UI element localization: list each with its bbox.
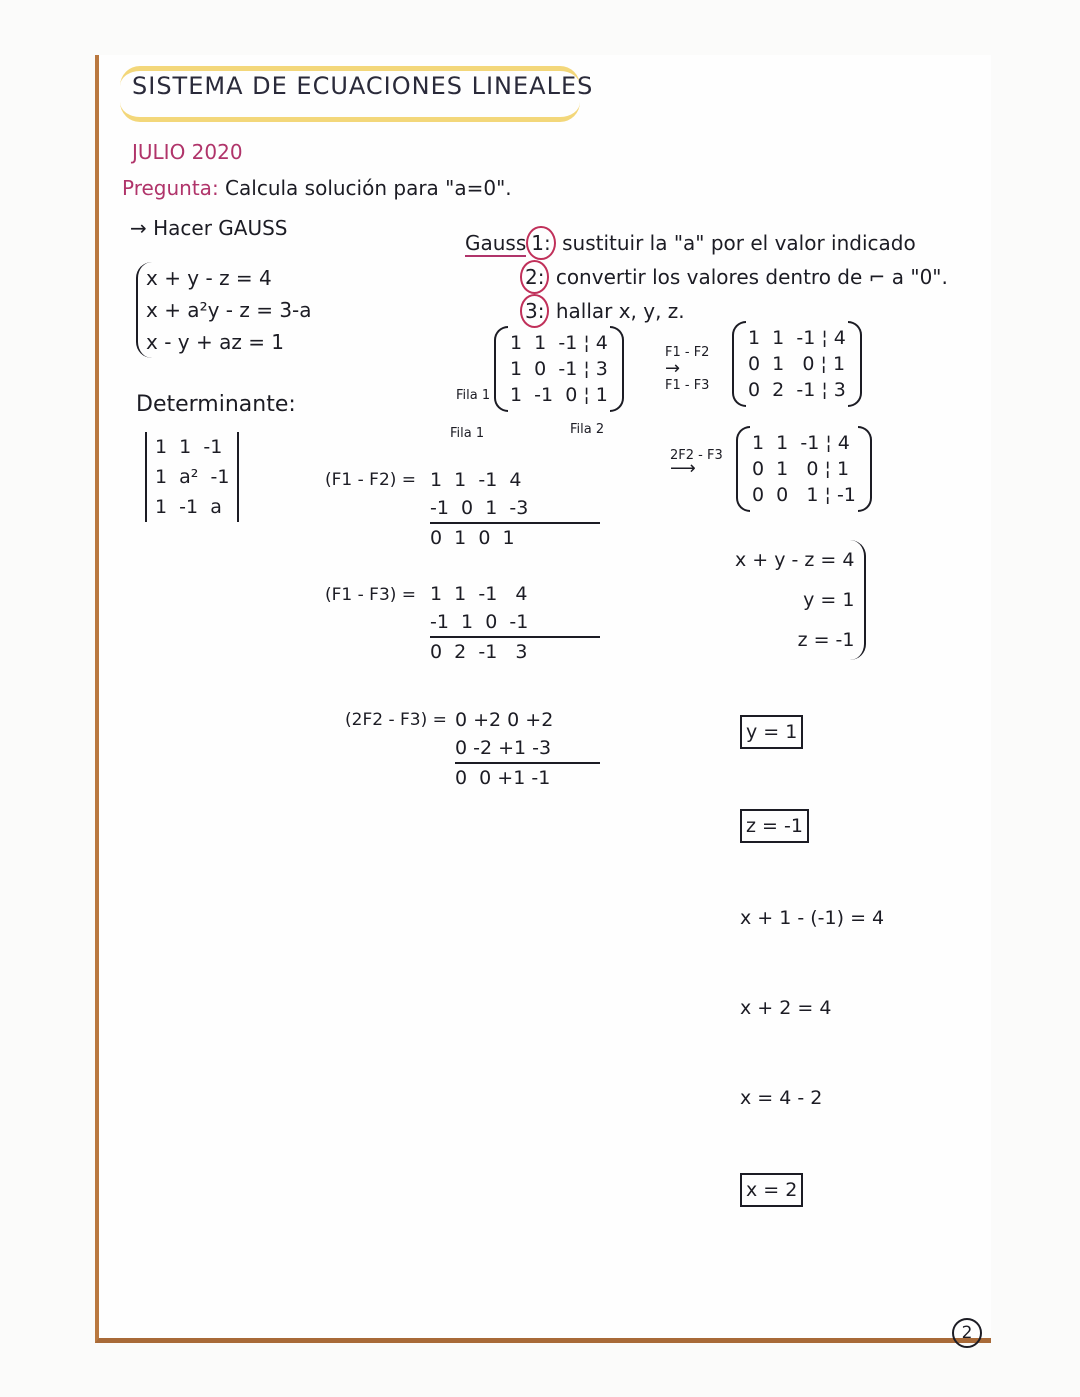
equation-system <box>136 262 312 358</box>
arrow-icon: ⟶ <box>670 458 696 479</box>
question-text: Calcula solución para "a=0". <box>225 176 512 200</box>
calc-result: 0 0 +1 -1 <box>455 762 600 792</box>
calc-row: 0 +2 0 +2 <box>455 709 554 731</box>
calc-block <box>430 580 600 666</box>
calc-label: (F1 - F2) = <box>325 470 417 490</box>
solution-step: x = 4 - 2 <box>740 1087 823 1109</box>
step-number: 1: <box>526 226 555 260</box>
calc-block <box>455 706 600 792</box>
matrix-initial: 1 1 -1 ¦ 4 1 0 -1 ¦ 3 1 -1 0 ¦ 1 <box>510 332 608 406</box>
calc-row: -1 1 0 -1 <box>430 611 529 633</box>
fila-label: Fila 1 <box>456 388 491 403</box>
gauss-label: Gauss <box>465 231 527 255</box>
step-number: 3: <box>520 294 549 328</box>
det-row: 1 a² -1 <box>155 466 230 488</box>
solution-z: z = -1 <box>740 809 809 843</box>
equation: y = 1 <box>803 589 855 611</box>
calc-row: 1 1 -1 4 <box>430 583 528 605</box>
step-number: 2: <box>520 260 549 294</box>
matrix-final: 1 1 -1 ¦ 4 0 1 0 ¦ 1 0 0 1 ¦ -1 <box>752 432 856 506</box>
equation: z = -1 <box>797 629 855 651</box>
equation: x + y - z = 4 <box>735 549 855 571</box>
calc-block <box>430 466 600 552</box>
question <box>122 176 512 200</box>
step-text: hallar x, y, z. <box>555 299 685 323</box>
calc-label: (2F2 - F3) = <box>345 710 447 730</box>
solution-step: x + 1 - (-1) = 4 <box>740 907 885 929</box>
arrow-icon: → <box>665 358 681 379</box>
equation: x - y + az = 1 <box>146 330 285 354</box>
calc-result: 0 1 0 1 <box>430 522 600 552</box>
date: JULIO 2020 <box>132 140 243 164</box>
page-title: SISTEMA DE ECUACIONES LINEALES <box>132 72 594 100</box>
fila-label: Fila 2 <box>570 422 605 437</box>
gauss-steps <box>465 226 948 328</box>
determinant-matrix <box>145 432 239 522</box>
operation-label: 2F2 - F3 <box>670 448 723 463</box>
operation-label: F1 - F3 <box>665 378 710 393</box>
calc-row: -1 0 1 -3 <box>430 497 529 519</box>
step-text: sustituir la "a" por el valor indicado <box>562 231 916 255</box>
question-label: Pregunta: <box>122 176 219 200</box>
calc-row: 0 -2 +1 -3 <box>455 737 552 759</box>
determinant-label: Determinante: <box>136 392 296 417</box>
instruction: → Hacer GAUSS <box>130 216 288 240</box>
det-row: 1 -1 a <box>155 496 222 518</box>
equation: x + a²y - z = 3-a <box>146 298 312 322</box>
page-number: 2 <box>952 1318 982 1348</box>
solution-step: x + 2 = 4 <box>740 997 832 1019</box>
solution-y: y = 1 <box>740 715 803 749</box>
det-row: 1 1 -1 <box>155 436 223 458</box>
calc-row: 1 1 -1 4 <box>430 469 522 491</box>
equation: x + y - z = 4 <box>146 266 272 290</box>
step-text: convertir los valores dentro de ⌐ a "0". <box>555 265 948 289</box>
operation-label: F1 - F2 <box>665 345 710 360</box>
fila-label: Fila 1 <box>450 426 485 441</box>
solution-x: x = 2 <box>740 1173 803 1207</box>
matrix-step2: 1 1 -1 ¦ 4 0 1 0 ¦ 1 0 2 -1 ¦ 3 <box>748 327 846 401</box>
calc-result: 0 2 -1 3 <box>430 636 600 666</box>
final-system <box>735 540 866 660</box>
calc-label: (F1 - F3) = <box>325 585 417 605</box>
solution <box>740 655 884 1237</box>
